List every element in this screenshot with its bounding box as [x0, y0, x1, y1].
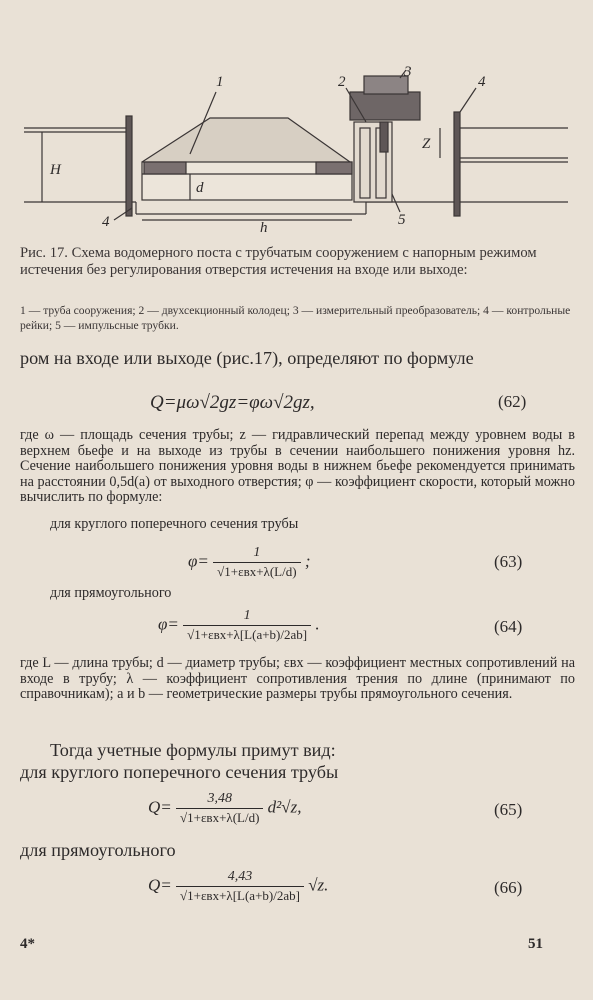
- label-4-right: 4: [478, 74, 486, 90]
- label-h: h: [260, 220, 268, 236]
- formula-63-number: (63): [494, 552, 523, 571]
- formula-63: [0, 538, 593, 578]
- formula-63-fraction: [213, 544, 300, 581]
- paragraph-circular-2: для круглого поперечного сечения трубы: [20, 762, 339, 782]
- formula-66-numerator: 4,43: [227, 869, 253, 884]
- figure-legend: 1 — труба сооружения; 2 — двухсекционный колодец; 3 — измерительный преобразователь; 4 — контрольные рейки; 5 — импульсные трубки.: [20, 304, 571, 332]
- paragraph-definitions: где ω — площадь сечения трубы; z — гидравлический перепад между уровнем воды в верхнем бьефе и на выходе из трубы в сечении наибольшего понижения уровня hz. Сечение наибольшего понижения уровня воды в нижнем бьефе рекомендуется принимать на расстоянии 0,5d(a) от выходного отверстия; φ — коэффициент скорости, который можно вычислить по формуле:: [20, 427, 575, 505]
- formula-66-fraction: [176, 868, 304, 905]
- formula-65-lhs: Q=: [148, 797, 172, 817]
- paragraph-circular: для круглого поперечного сечения трубы: [50, 516, 299, 532]
- paragraph-then: Тогда учетные формулы примут вид:: [50, 740, 336, 760]
- formula-66-denominator: √1+εвх+λ[L(a+b)/2ab]: [176, 886, 304, 905]
- paragraph-rectangular-2: для прямоугольного: [20, 840, 176, 860]
- page-number: 51: [528, 936, 543, 952]
- formula-62: [0, 390, 593, 430]
- formula-64-denominator: √1+εвх+λ[L(a+b)/2ab]: [183, 625, 311, 644]
- paragraph-variables: где L — длина трубы; d — диаметр трубы; εвх — коэффициент местных сопротивлений на входе в трубу; λ — коэффициент сопротивления трения по длине (принимают по справочникам); a и b — геометрические размеры трубы прямоугольного сечения.: [20, 655, 575, 702]
- formula-63-numerator: 1: [253, 545, 261, 560]
- paragraph-rectangular: для прямоугольного: [50, 585, 172, 601]
- formula-64-tail: .: [315, 614, 320, 634]
- formula-64-lhs: φ=: [158, 614, 179, 634]
- diagram-water-gauge-post: [20, 62, 572, 240]
- formula-64-number: (64): [494, 617, 523, 636]
- label-Z: Z: [422, 136, 431, 152]
- formula-62-number: (62): [498, 392, 527, 411]
- label-3: 3: [404, 64, 412, 80]
- label-1: 1: [216, 74, 224, 90]
- formula-63-tail: ;: [304, 551, 311, 571]
- label-2: 2: [338, 74, 346, 90]
- formula-65-numerator: 3,48: [207, 791, 232, 806]
- figure-caption: Рис. 17. Схема водомерного поста с трубчатым сооружением с напорным режимом истечения без регулирования отверстия истечения на входе или выходе:: [20, 245, 537, 278]
- formula-63-denominator: √1+εвх+λ(L/d): [213, 562, 300, 581]
- formula-66-tail: √z.: [308, 875, 329, 895]
- formula-63-lhs: φ=: [188, 551, 209, 571]
- label-d: d: [196, 180, 204, 196]
- formula-66-number: (66): [494, 878, 523, 897]
- formula-65: [0, 786, 593, 826]
- formula-65-tail: d²√z,: [267, 797, 302, 817]
- formula-66-lhs: Q=: [148, 875, 172, 895]
- formula-65-fraction: [176, 790, 263, 827]
- formula-62-expression: Q=μω√2gz=φω√2gz,: [150, 392, 315, 413]
- formula-66: [0, 864, 593, 904]
- formula-64-numerator: 1: [243, 608, 251, 623]
- formula-65-number: (65): [494, 800, 523, 819]
- paragraph-intro: ром на входе или выходе (рис.17), определяют по формуле: [20, 348, 474, 368]
- label-H: H: [50, 162, 61, 178]
- signature-mark: 4*: [20, 936, 35, 952]
- formula-65-denominator: √1+εвх+λ(L/d): [176, 808, 263, 827]
- label-5: 5: [398, 212, 406, 228]
- label-4-left: 4: [102, 214, 110, 230]
- formula-64: [0, 603, 593, 643]
- formula-64-fraction: [183, 607, 311, 644]
